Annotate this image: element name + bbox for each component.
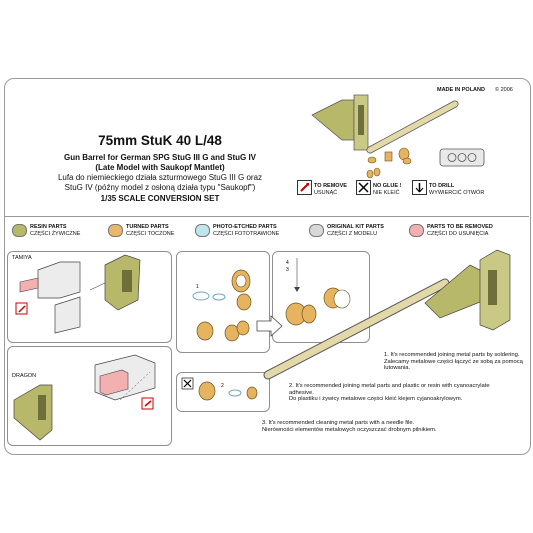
tamiya-label: TAMIYA [12, 255, 32, 261]
step-a-drawing [193, 270, 251, 341]
subtitle-pl-1: Lufa do niemieckiego działa szturmowego StuG III G oraz [57, 173, 263, 182]
subtitle-pl-2: StuG IV (późny model z osłoną działa typu "Saukopf") [64, 183, 256, 192]
tamiya-drawing [16, 255, 140, 333]
remove-symbol-label: TO REMOVE USUNĄĆ [314, 183, 347, 196]
step-number-2: 2 [221, 383, 224, 389]
note-1: 1. It's recommended joining metal parts by soldering. Zalecamy metalowe części łączyć ze sobą za pomocą lutowania. [384, 352, 523, 372]
subtitle-en-1: Gun Barrel for German SPG StuG III G and StuG IV [63, 153, 257, 162]
note-3: 3. It's recommended cleaning metal parts with a needle file. Nierówności elementów metalowych oczyszczać drobnym pilnikiem. [262, 420, 437, 433]
drill-symbol-label: TO DRILL WYWIERCIĆ OTWÓR [429, 183, 485, 196]
made-in: MADE IN POLAND [437, 87, 485, 93]
dragon-drawing [14, 355, 155, 440]
step-number-3: 3 [286, 267, 289, 273]
subtitle-en-2: (Late Model with Saukopf Mantlet) [95, 163, 225, 172]
kit-parts-key: ORIGINAL KIT PARTS CZĘŚCI Z MODELU [327, 224, 384, 237]
dragon-label: DRAGON [12, 373, 37, 379]
step-number-4: 4 [286, 260, 289, 266]
step-b-drawing [286, 258, 350, 325]
step-c-drawing [182, 378, 257, 400]
step-number-1: 1 [196, 284, 199, 290]
copyright: © 2006 [495, 87, 513, 93]
remove-parts-key: PARTS TO BE REMOVED CZĘŚCI DO USUNIĘCIA [427, 224, 493, 237]
note-2: 2. It's recommended joining metal parts and plastic or resin with cyanoacrylate adhesive. Do plastiku i żywicy metalowe części kleić klejem cyjanoakrylowym. [289, 383, 490, 403]
resin-key: RESIN PARTS CZĘŚCI ŻYWICZNE [30, 224, 81, 237]
product-title: 75mm StuK 40 L/48 [98, 133, 222, 148]
photo-etched-key: PHOTO-ETCHED PARTS CZĘŚCI FOTOTRAWIONE [213, 224, 280, 237]
scale-label: 1/35 SCALE CONVERSION SET [100, 194, 220, 203]
step-arrow-icon [257, 316, 282, 336]
no-glue-symbol-label: NO GLUE ! NIE KLEIĆ [373, 183, 402, 196]
turned-key: TURNED PARTS CZĘŚCI TOCZONE [126, 224, 175, 237]
